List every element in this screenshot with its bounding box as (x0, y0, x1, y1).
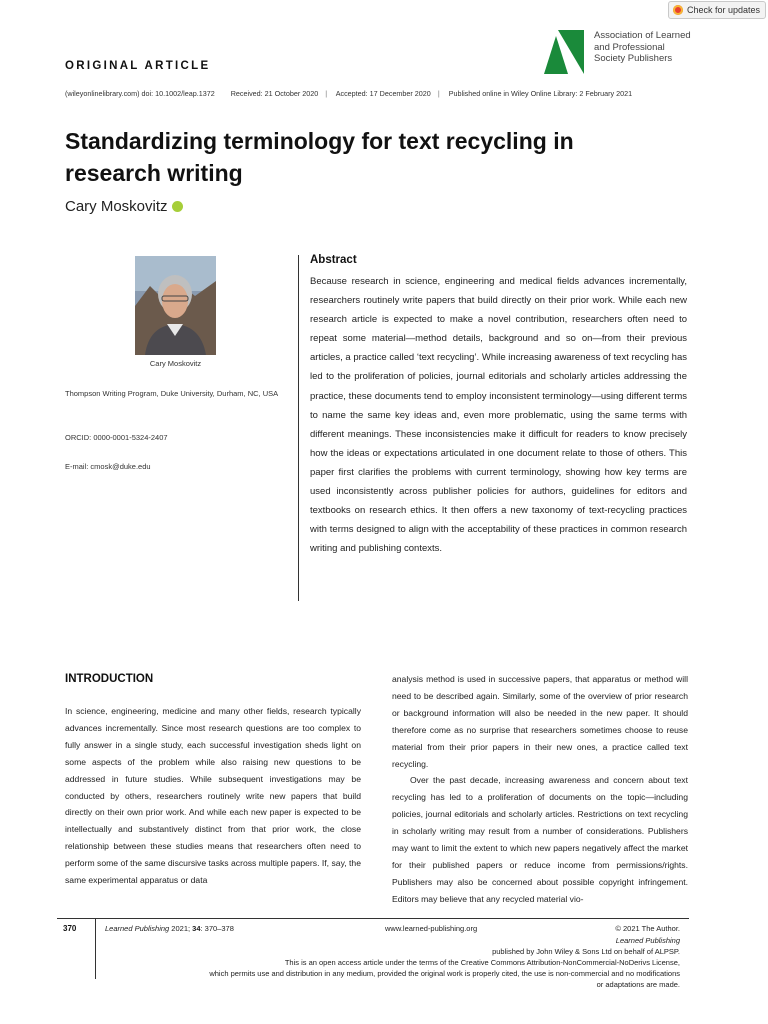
published-date: Published online in Wiley Online Library: 2 February 2021 (448, 89, 633, 98)
author-email[interactable]: E-mail: cmosk@duke.edu (65, 462, 151, 471)
check-for-updates-button[interactable] (668, 1, 766, 19)
license-line: which permits use and distribution in any medium, provided the original work is properly cited, the use is non-commercial and no modifications (209, 969, 680, 978)
citation-pages: : 370–378 (200, 924, 234, 933)
author-photo (135, 256, 216, 355)
abstract-rule (298, 255, 299, 601)
alpsp-logo-icon (544, 28, 584, 74)
citation-volume: 34 (192, 924, 201, 933)
intro-paragraph: analysis method is used in successive papers, that apparatus or method will need to be described again. Similarly, some of the overview of prior research or background information will also be needed in the new paper. It should therefore come as no surprise that researchers sometimes choose to reuse material from their prior papers in their new ones, a practice called text recycling. (392, 674, 688, 769)
logo-line: and Professional (594, 41, 665, 53)
journal-website-link[interactable]: www.learned-publishing.org (385, 924, 478, 933)
publication-metadata (65, 89, 632, 98)
footer-divider (95, 919, 96, 979)
separator: | (437, 89, 440, 98)
article-type: ORIGINAL ARTICLE (65, 60, 211, 72)
crossmark-icon (673, 5, 683, 15)
page-number: 370 (63, 924, 77, 933)
check-for-updates-label: Check for updates (687, 5, 761, 15)
separator-spacer (222, 89, 224, 98)
journal-citation (105, 924, 234, 933)
received-date: Received: 21 October 2020 (230, 89, 319, 98)
society-logo-text (594, 30, 691, 65)
article-title: Standardizing terminology for text recycling in research writing (65, 128, 574, 186)
logo-line: Association of Learned (594, 30, 691, 41)
license-line[interactable]: This is an open access article under the terms of the Creative Commons Attribution-NonCommercial-NoDerivs License, (284, 958, 680, 967)
license-line (105, 935, 680, 957)
copyright-notice: © 2021 The Author. (615, 924, 680, 933)
abstract-text: Because research in science, engineering and medical fields advances incrementally, researchers routinely write papers that build directly on their prior work. While each new research article is expected to make a novel contribution, researchers often need to repeat some material—method details, background and so on—from their previous articles, a practice called ‘text recycling’. While increasing awareness of text recycling has led to the proliferation of policies, journal editorials and scholarly articles addressing the practice, these documents tend to employ inconsistent terminology—using different terms to name the same key ideas and, even more problematic, using the same terms with different meanings. These inconsistencies make it difficult for readers to know precisely how the ideas or expectations articulated in one document relate to those of others. This paper first clarifies the problems with current terminology, showing how key terms are used inconsistently across publisher policies for authors, guidelines for editors and textbooks on research ethics. It then offers a new taxonomy of text-recycling practices with terms designed to align with the acceptability of these practices in common research writing and publishing contexts. (310, 276, 687, 555)
license-notice (105, 935, 680, 990)
footer-rule (57, 918, 689, 919)
license-journal: Learned Publishing (615, 936, 680, 945)
accepted-date: Accepted: 17 December 2020 (335, 89, 431, 98)
author-affiliation: Thompson Writing Program, Duke University, Durham, NC, USA (65, 389, 279, 398)
doi-link[interactable]: (wileyonlinelibrary.com) doi: 10.1002/leap.1372 (65, 89, 215, 98)
journal-name: Learned Publishing (105, 924, 170, 933)
introduction-heading: INTRODUCTION (65, 673, 154, 685)
abstract-heading: Abstract (310, 254, 357, 266)
author-orcid[interactable]: ORCID: 0000-0001-5324-2407 (65, 433, 168, 442)
intro-paragraph: Over the past decade, increasing awareness and concern about text recycling has led to a proliferation of documents on the topic—including policies, journal editorials and scholarly articles. Restrictions on text recycling in scholarly writing may result from a number of considerations. Publishers may want to limit the extent to which new papers negatively affect the market for their published papers or reduce income from permissions/rights. Publishers may also be concerned about possible copyright infringement. Editors may believe that any recycled material vio- (392, 775, 688, 904)
citation-year: 2021; (169, 924, 193, 933)
author-line (65, 198, 183, 215)
separator: | (325, 89, 328, 98)
license-publisher: published by John Wiley & Sons Ltd on behalf of ALPSP. (492, 947, 680, 956)
author-name[interactable]: Cary Moskovitz (65, 198, 168, 215)
intro-column-1: In science, engineering, medicine and many other fields, research typically advances incrementally. Since most research questions are too complex to fully answer in a single study, each successful investigation sheds light on some aspects of the problem while also raising new questions to be addressed in future studies. While subsequent investigations may be conducted by others, researchers routinely write new papers that build directly on their own prior work. And while each new paper is expected to be intellectually and substantively distinct from that prior work, the close relationship between these studies means that researchers often need to perform some of the same discursive tasks across multiple papers. If, say, the same experimental apparatus or data (65, 706, 361, 886)
logo-line: Society Publishers (594, 53, 673, 64)
photo-caption: Cary Moskovitz (149, 359, 202, 368)
intro-column-2 (392, 671, 688, 908)
orcid-icon[interactable] (172, 201, 183, 212)
license-line: or adaptations are made. (596, 980, 680, 989)
